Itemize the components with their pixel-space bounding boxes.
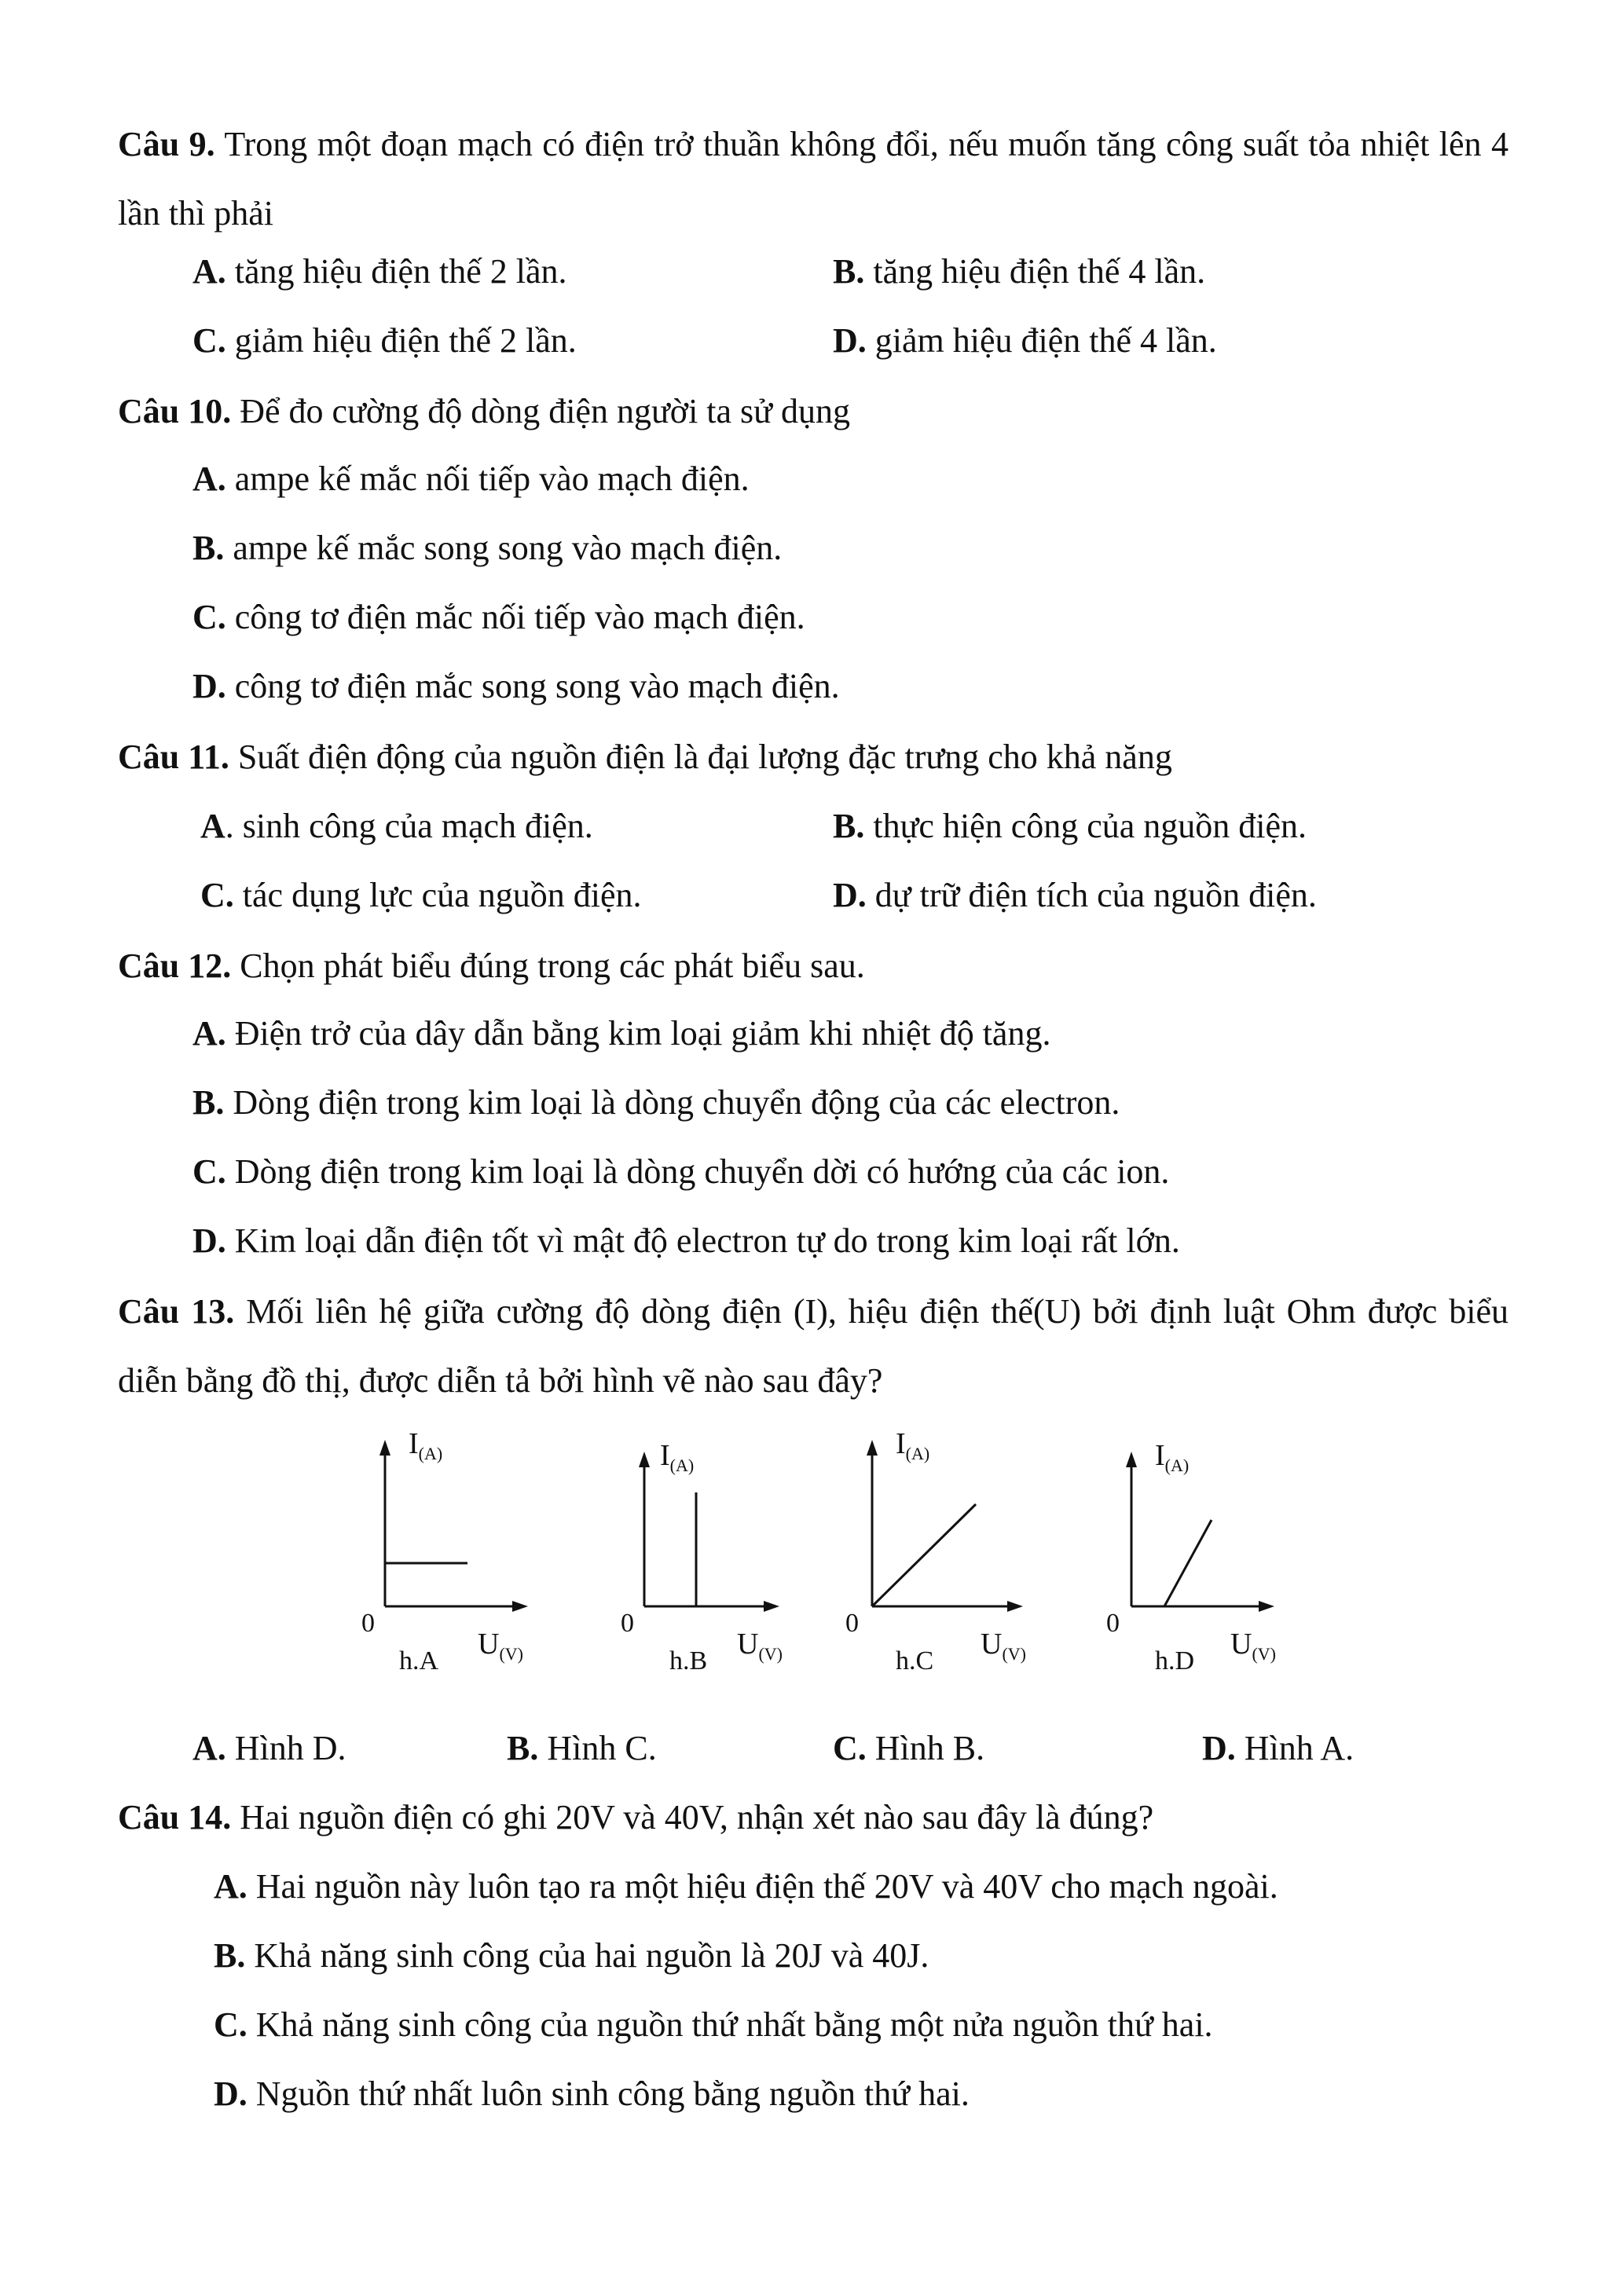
svg-text:U(V): $U_{(V)}$ (981, 1628, 1026, 1664)
svg-text:U(V): $U_{(V)}$ (1230, 1628, 1276, 1664)
arrow-up-icon (639, 1452, 650, 1467)
graph-line (872, 1504, 976, 1606)
q10-option-d[interactable]: D. công tơ điện mắc song song vào mạch điện. (192, 667, 840, 705)
q10-option-a[interactable]: A. ampe kế mắc nối tiếp vào mạch điện. (192, 460, 750, 498)
question-12-stem (118, 932, 1509, 1001)
question-text: Hai nguồn điện có ghi 20V và 40V, nhận xét nào sau đây là đúng? (240, 1798, 1154, 1836)
q14-option-c[interactable]: C. Khả năng sinh công của nguồn thứ nhất bằng một nửa nguồn thứ hai. (214, 2005, 1213, 2044)
svg-text:U(V): $U_{(V)}$ (478, 1628, 523, 1664)
q12-option-c[interactable]: C. Dòng điện trong kim loại là dòng chuyển dời có hướng của các ion. (192, 1152, 1170, 1191)
question-text: Mối liên hệ giữa cường độ dòng điện (I), hiệu điện thế(U) bởi định luật Ohm được biểu diễn bằng đồ thị, được diễn tả bởi hình vẽ nào sau đây? (118, 1292, 1509, 1400)
arrow-right-icon (512, 1601, 528, 1612)
arrow-up-icon (379, 1440, 390, 1456)
graph-h-c (833, 1418, 1045, 1677)
question-10-stem (118, 377, 1509, 446)
graph-h-b (605, 1418, 809, 1677)
q9-option-a[interactable]: A. tăng hiệu điện thế 2 lần. (192, 252, 567, 291)
q9-option-d[interactable]: D. giảm hiệu điện thế 4 lần. (833, 321, 1217, 360)
question-text: Trong một đoạn mạch có điện trở thuần không đổi, nếu muốn tăng công suất tỏa nhiệt lên 4 lần thì phải (118, 125, 1509, 233)
q14-option-a[interactable]: A. Hai nguồn này luôn tạo ra một hiệu điện thế 20V và 40V cho mạch ngoài. (214, 1867, 1278, 1906)
question-number: Câu 12. (118, 947, 232, 985)
question-number: Câu 10. (118, 392, 232, 430)
q12-option-a[interactable]: A. Điện trở của dây dẫn bằng kim loại giảm khi nhiệt độ tăng. (192, 1014, 1051, 1053)
q11-option-b[interactable]: B. thực hiện công của nguồn điện. (833, 807, 1307, 845)
q13-option-a[interactable]: A. Hình D. (192, 1729, 346, 1767)
q9-option-c[interactable]: C. giảm hiệu điện thế 2 lần. (192, 321, 577, 360)
question-number: Câu 14. (118, 1798, 232, 1836)
graph-line (1164, 1520, 1212, 1606)
q9-option-b[interactable]: B. tăng hiệu điện thế 4 lần. (833, 252, 1206, 291)
q12-option-b[interactable]: B. Dòng điện trong kim loại là dòng chuyển động của các electron. (192, 1083, 1120, 1122)
q11-option-a[interactable]: A. sinh công của mạch điện. (200, 807, 593, 845)
arrow-right-icon (764, 1601, 779, 1612)
question-9-stem (118, 110, 1509, 248)
svg-text:h.B: h.B (669, 1646, 708, 1675)
svg-text:I(A): $I_{(A)}$ (409, 1427, 443, 1463)
q14-option-b[interactable]: B. Khả năng sinh công của hai nguồn là 20J và 40J. (214, 1936, 929, 1975)
svg-text:0: 0 (361, 1609, 375, 1638)
q11-option-d[interactable]: D. dự trữ điện tích của nguồn điện. (833, 876, 1317, 914)
arrow-up-icon (1126, 1452, 1137, 1467)
arrow-right-icon (1007, 1601, 1023, 1612)
question-text: Chọn phát biểu đúng trong các phát biểu sau. (240, 947, 865, 985)
graph-h-d (1092, 1418, 1304, 1677)
svg-text:h.C: h.C (896, 1646, 934, 1675)
q13-option-b[interactable]: B. Hình C. (507, 1729, 657, 1767)
q10-option-b[interactable]: B. ampe kế mắc song song vào mạch điện. (192, 529, 783, 567)
question-11-stem (118, 723, 1509, 792)
svg-text:h.D: h.D (1155, 1646, 1195, 1675)
svg-text:I(A): $I_{(A)}$ (660, 1439, 695, 1475)
svg-text:I(A): $I_{(A)}$ (1155, 1439, 1190, 1475)
q11-option-c[interactable]: C. tác dụng lực của nguồn điện. (200, 876, 642, 914)
question-number: Câu 9. (118, 125, 215, 163)
svg-text:U(V): $U_{(V)}$ (737, 1628, 783, 1664)
q14-option-d[interactable]: D. Nguồn thứ nhất luôn sinh công bằng nguồn thứ hai. (214, 2074, 970, 2113)
question-number: Câu 13. (118, 1292, 235, 1331)
question-text: Để đo cường độ dòng điện người ta sử dụng (240, 392, 851, 430)
question-number: Câu 11. (118, 738, 229, 776)
question-13-stem (118, 1277, 1509, 1415)
graph-h-a (346, 1418, 550, 1677)
q13-option-c[interactable]: C. Hình B. (833, 1729, 985, 1767)
q13-option-d[interactable]: D. Hình A. (1202, 1729, 1355, 1767)
arrow-up-icon (867, 1440, 878, 1456)
question-text: Suất điện động của nguồn điện là đại lượng đặc trưng cho khả năng (237, 738, 1172, 776)
question-14-stem (118, 1783, 1509, 1852)
svg-text:0: 0 (1106, 1609, 1120, 1638)
svg-text:h.A: h.A (399, 1646, 439, 1675)
q10-option-c[interactable]: C. công tơ điện mắc nối tiếp vào mạch điện. (192, 598, 805, 636)
arrow-right-icon (1259, 1601, 1274, 1612)
svg-text:0: 0 (845, 1609, 859, 1638)
svg-text:I(A): $I_{(A)}$ (896, 1427, 930, 1463)
q12-option-d[interactable]: D. Kim loại dẫn điện tốt vì mật độ electron tự do trong kim loại rất lớn. (192, 1221, 1180, 1260)
svg-text:0: 0 (621, 1609, 634, 1638)
